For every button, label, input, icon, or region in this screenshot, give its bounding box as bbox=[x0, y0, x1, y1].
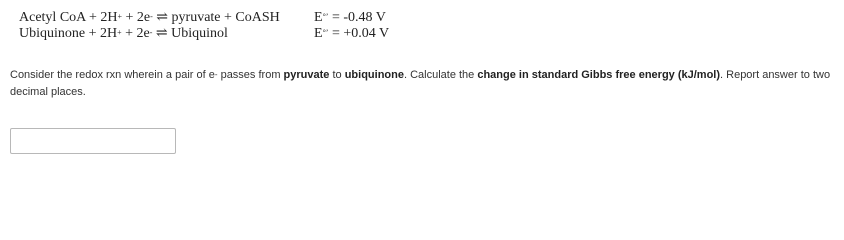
question-text bbox=[10, 67, 834, 101]
standard-superscript: °’ bbox=[322, 28, 329, 37]
question-segment: Consider the redox rxn wherein a pair of e bbox=[10, 69, 215, 81]
reaction-acetyl-coa bbox=[19, 10, 314, 26]
charge-superscript: - bbox=[214, 70, 218, 79]
charge-superscript: - bbox=[149, 28, 153, 37]
question-segment: passes from bbox=[217, 69, 284, 81]
standard-superscript: °’ bbox=[322, 12, 329, 21]
reaction-text: Acetyl CoA + 2H bbox=[19, 10, 118, 25]
answer-input[interactable] bbox=[10, 128, 176, 154]
potential-value: = -0.48 V bbox=[328, 10, 386, 25]
reduction-potential-1 bbox=[314, 10, 386, 26]
reaction-text: ⇌ pyruvate + CoASH bbox=[152, 10, 280, 25]
charge-superscript: - bbox=[150, 12, 153, 21]
emphasis-ubiquinone: ubiquinone bbox=[344, 69, 404, 81]
potential-symbol: E bbox=[314, 10, 323, 25]
reduction-potential-2 bbox=[314, 26, 389, 42]
half-reaction-row-2 bbox=[19, 26, 389, 42]
charge-superscript: + bbox=[117, 12, 123, 21]
reaction-text: ⇌ Ubiquinol bbox=[152, 26, 228, 41]
question-segment: . Report answer to two decimal places. bbox=[10, 69, 831, 98]
half-reaction-row-1 bbox=[19, 10, 389, 26]
question-segment: to bbox=[329, 69, 345, 81]
reaction-ubiquinone bbox=[19, 26, 314, 42]
reaction-text: + 2e bbox=[122, 10, 151, 25]
potential-value: = +0.04 V bbox=[328, 26, 390, 41]
charge-superscript: + bbox=[117, 28, 122, 37]
potential-symbol: E bbox=[314, 26, 323, 41]
reaction-text: Ubiquinone + 2H bbox=[19, 26, 118, 41]
half-reactions-table bbox=[19, 10, 389, 42]
question-segment: . Calculate the bbox=[403, 69, 478, 81]
emphasis-gibbs-energy: change in standard Gibbs free energy (kJ/mol) bbox=[477, 69, 721, 81]
emphasis-pyruvate: pyruvate bbox=[283, 69, 330, 81]
reaction-text: + 2e bbox=[121, 26, 150, 41]
